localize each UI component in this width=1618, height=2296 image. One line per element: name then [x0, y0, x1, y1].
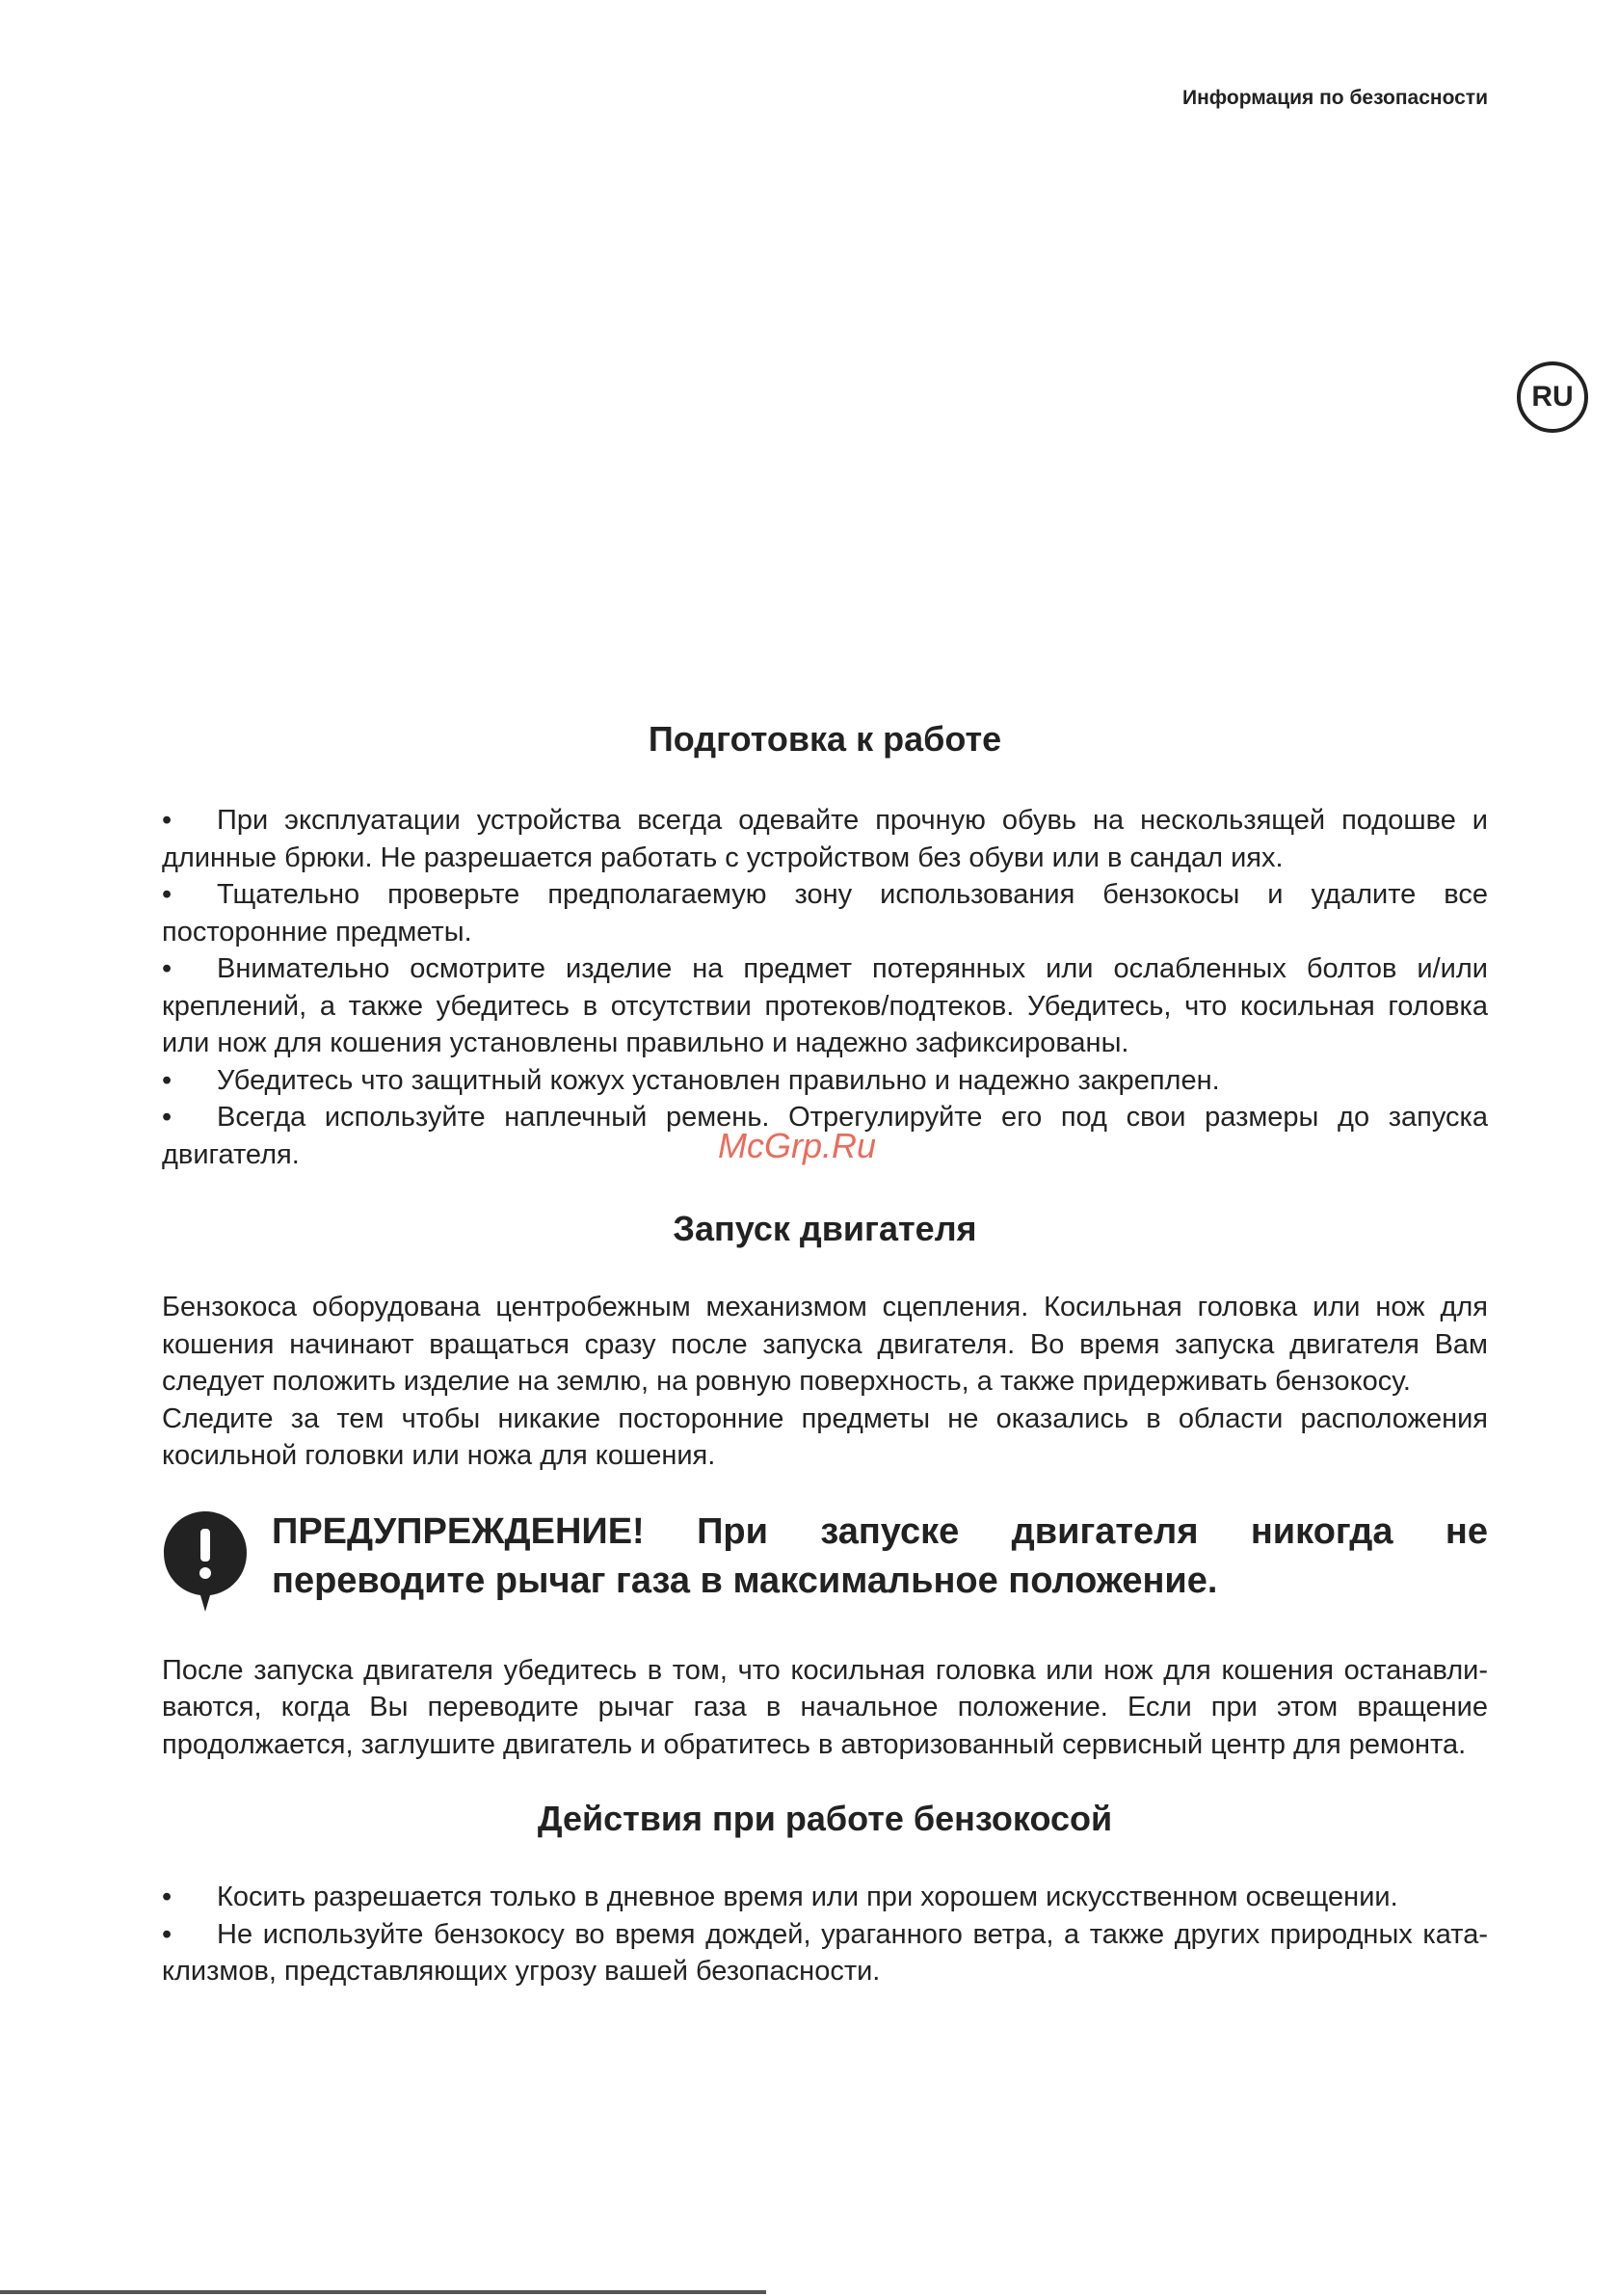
operation-list [162, 1879, 1488, 1990]
footer-divider [0, 2290, 766, 2294]
paragraph: После запуска двигателя убедитесь в том, что косильная головка или нож для кошения останавли-ваются, когда Вы переводите рычаг газа в начальное положение. Если при этом вращение продолжается, заглушите двигатель и обратитесь в авторизованный сервисный центр для ремонта. [162, 1654, 1488, 1760]
bullet-icon: • [162, 1064, 172, 1096]
list-item: • При эксплуатации устройства всегда одевайте прочную обувь на нескользящей подошве и длинные брюки. Не разрешается работать с устройством без обуви или в сандал иях. [162, 802, 1488, 876]
bullet-icon: • [162, 1102, 172, 1133]
list-item: • Не используйте бензокосу во время дождей, ураганного ветра, а также других природных ката-клизмов, представляющих угрозу вашей безопасности. [162, 1916, 1488, 1990]
document-body [162, 718, 1488, 1990]
list-item: • Тщательно проверьте предполагаемую зону использования бензокосы и удалите все посторонние предметы. [162, 876, 1488, 950]
list-item: • Всегда используйте наплечный ремень. Отрегулируйте его под свои размеры до запуска двигателя. [162, 1099, 1488, 1173]
section-title-start: Запуск двигателя [673, 1209, 977, 1248]
section-title-preparation: Подготовка к работе [648, 719, 1002, 759]
warning-icon [162, 1509, 249, 1614]
page-header-title: Информация по безопасности [1182, 87, 1488, 109]
preparation-list [162, 802, 1488, 1173]
paragraph: Бензокоса оборудована центробежным механизмом сцепления. Косильная головка или нож для кошения начинают вращаться сразу после запуска двигателя. Во время запуска двигателя Вам следует положить изделие на землю, на ровную поверхность, а также придерживать бензокосу. [162, 1292, 1488, 1397]
language-badge: RU [1517, 361, 1588, 433]
watermark: McGrp.Ru [718, 1126, 877, 1165]
section-title-operation: Действия при работе бензокосой [537, 1799, 1113, 1838]
bullet-icon: • [162, 879, 172, 910]
list-item: • Внимательно осмотрите изделие на предмет потерянных или ослабленных болтов и/или креплений, а также убедитесь в отсутствии протеков/подтеков. Убедитесь, что косильная головка или нож для кошения установлены правильно и надежно зафиксированы. [162, 950, 1488, 1062]
list-item: • Косить разрешается только в дневное время или при хорошем искусственном освещении. [162, 1879, 1488, 1916]
bullet-icon: • [162, 953, 172, 984]
warning-block [162, 1508, 1488, 1614]
paragraph: Следите за тем чтобы никакие посторонние предметы не оказались в области расположения косильной головки или ножа для кошения. [162, 1402, 1488, 1471]
warning-text: ПРЕДУПРЕЖДЕНИЕ! При запуске двигателя никогда не переводите рычаг газа в максимальное положение. [272, 1510, 1488, 1601]
list-item: • Убедитесь что защитный кожух установлен правильно и надежно закреплен. [162, 1062, 1488, 1100]
bullet-icon: • [162, 1882, 172, 1912]
bullet-icon: • [162, 1918, 172, 1950]
bullet-icon: • [162, 805, 172, 836]
